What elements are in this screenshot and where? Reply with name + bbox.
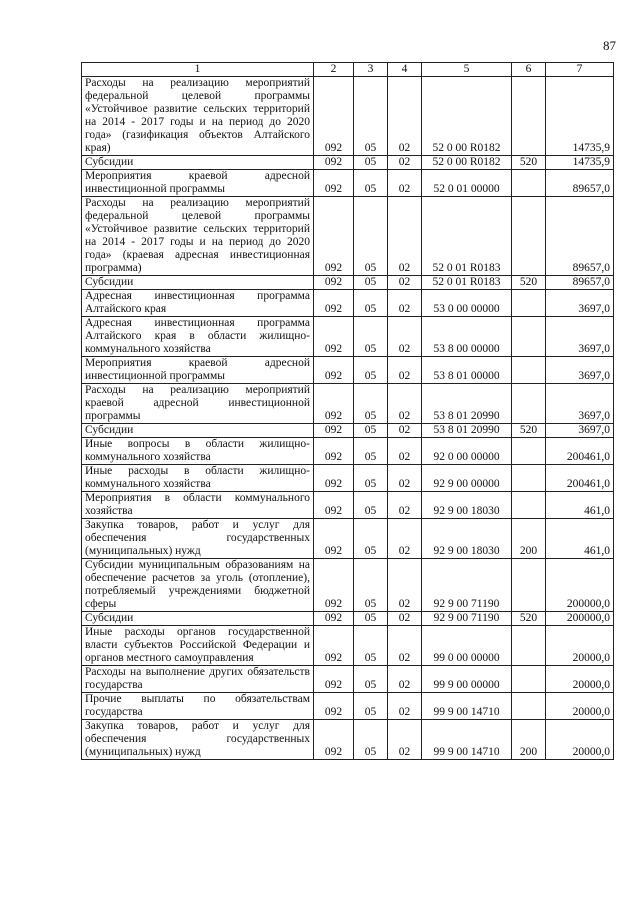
row-name: Иные вопросы в области жилищно-коммунального хозяйства [82,438,314,465]
cell-target-article: 92 9 00 00000 [422,465,512,492]
cell-section: 05 [354,197,388,276]
table-row [82,424,614,438]
cell-amount: 14735,9 [546,156,614,170]
cell-subsection: 02 [388,170,422,197]
cell-subsection: 02 [388,720,422,760]
cell-ministry-code: 092 [314,384,354,424]
cell-expense-type [512,626,546,666]
cell-amount: 89657,0 [546,276,614,290]
row-name: Мероприятия краевой адресной инвестиционной программы [82,170,314,197]
cell-target-article: 92 9 00 71190 [422,559,512,612]
cell-expense-type: 200 [512,720,546,760]
cell-subsection: 02 [388,465,422,492]
cell-amount: 461,0 [546,519,614,559]
table-row [82,720,614,760]
cell-amount: 200461,0 [546,465,614,492]
cell-expense-type [512,357,546,384]
row-name: Субсидии [82,156,314,170]
cell-section: 05 [354,317,388,357]
cell-subsection: 02 [388,559,422,612]
cell-ministry-code: 092 [314,317,354,357]
cell-target-article: 92 9 00 71190 [422,612,512,626]
cell-expense-type [512,290,546,317]
cell-target-article: 53 8 01 00000 [422,357,512,384]
cell-target-article: 52 0 00 R0182 [422,156,512,170]
cell-section: 05 [354,492,388,519]
cell-target-article: 92 0 00 00000 [422,438,512,465]
cell-expense-type [512,693,546,720]
row-name: Субсидии [82,612,314,626]
cell-subsection: 02 [388,666,422,693]
cell-expense-type [512,438,546,465]
column-header: 1 [82,63,314,77]
table-row [82,693,614,720]
cell-amount: 89657,0 [546,197,614,276]
cell-subsection: 02 [388,612,422,626]
cell-section: 05 [354,424,388,438]
row-name: Субсидии [82,424,314,438]
cell-amount: 200461,0 [546,438,614,465]
cell-amount: 20000,0 [546,720,614,760]
cell-section: 05 [354,276,388,290]
cell-section: 05 [354,666,388,693]
cell-section: 05 [354,519,388,559]
row-name: Адресная инвестиционная программа Алтайского края в области жилищно-коммунального хозяйства [82,317,314,357]
cell-target-article: 92 9 00 18030 [422,492,512,519]
cell-ministry-code: 092 [314,290,354,317]
cell-amount: 461,0 [546,492,614,519]
cell-section: 05 [354,559,388,612]
cell-section: 05 [354,384,388,424]
cell-ministry-code: 092 [314,693,354,720]
cell-target-article: 52 0 00 R0182 [422,77,512,156]
row-name: Расходы на реализацию мероприятий федеральной целевой программы «Устойчивое развитие сельских территорий на 2014 - 2017 годы и на период до 2020 года» (краевая адресная инвестиционная программа) [82,197,314,276]
cell-target-article: 53 8 01 20990 [422,384,512,424]
row-name: Мероприятия краевой адресной инвестиционной программы [82,357,314,384]
table-row [82,197,614,276]
cell-expense-type [512,559,546,612]
cell-ministry-code: 092 [314,720,354,760]
table-row [82,357,614,384]
table-row [82,492,614,519]
cell-expense-type: 520 [512,156,546,170]
cell-target-article: 53 8 01 20990 [422,424,512,438]
cell-expense-type [512,465,546,492]
cell-expense-type: 520 [512,424,546,438]
cell-expense-type: 520 [512,612,546,626]
cell-subsection: 02 [388,438,422,465]
row-name: Расходы на выполнение других обязательств государства [82,666,314,693]
cell-amount: 3697,0 [546,357,614,384]
cell-section: 05 [354,290,388,317]
row-name: Прочие выплаты по обязательствам государства [82,693,314,720]
cell-amount: 89657,0 [546,170,614,197]
table-row [82,612,614,626]
cell-subsection: 02 [388,626,422,666]
cell-subsection: 02 [388,197,422,276]
cell-amount: 3697,0 [546,384,614,424]
cell-amount: 3697,0 [546,424,614,438]
cell-amount: 200000,0 [546,559,614,612]
cell-expense-type: 200 [512,519,546,559]
cell-expense-type [512,384,546,424]
cell-ministry-code: 092 [314,519,354,559]
cell-ministry-code: 092 [314,626,354,666]
cell-expense-type [512,666,546,693]
table-row [82,77,614,156]
cell-subsection: 02 [388,317,422,357]
cell-subsection: 02 [388,424,422,438]
cell-section: 05 [354,438,388,465]
table-row [82,666,614,693]
row-name: Субсидии [82,276,314,290]
table-row [82,465,614,492]
row-name: Адресная инвестиционная программа Алтайского края [82,290,314,317]
cell-ministry-code: 092 [314,197,354,276]
cell-ministry-code: 092 [314,438,354,465]
cell-section: 05 [354,693,388,720]
cell-section: 05 [354,720,388,760]
cell-subsection: 02 [388,492,422,519]
table-row [82,559,614,612]
column-header: 7 [546,63,614,77]
cell-target-article: 92 9 00 18030 [422,519,512,559]
cell-target-article: 52 0 01 00000 [422,170,512,197]
cell-expense-type [512,170,546,197]
table-row [82,519,614,559]
cell-ministry-code: 092 [314,612,354,626]
cell-ministry-code: 092 [314,559,354,612]
page-number: 87 [603,38,616,53]
cell-expense-type [512,77,546,156]
table-header-row [82,63,614,77]
cell-amount: 3697,0 [546,317,614,357]
cell-section: 05 [354,465,388,492]
cell-section: 05 [354,170,388,197]
cell-amount: 20000,0 [546,626,614,666]
cell-amount: 20000,0 [546,666,614,693]
cell-expense-type [512,317,546,357]
cell-subsection: 02 [388,357,422,384]
cell-subsection: 02 [388,290,422,317]
cell-subsection: 02 [388,693,422,720]
table-row [82,156,614,170]
cell-section: 05 [354,626,388,666]
cell-target-article: 53 8 00 00000 [422,317,512,357]
row-name: Иные расходы в области жилищно-коммунального хозяйства [82,465,314,492]
row-name: Расходы на реализацию мероприятий краевой адресной инвестиционной программы [82,384,314,424]
cell-section: 05 [354,612,388,626]
table-row [82,384,614,424]
table-row [82,626,614,666]
cell-ministry-code: 092 [314,170,354,197]
cell-section: 05 [354,357,388,384]
table-row [82,290,614,317]
cell-amount: 14735,9 [546,77,614,156]
cell-ministry-code: 092 [314,357,354,384]
cell-ministry-code: 092 [314,156,354,170]
cell-subsection: 02 [388,276,422,290]
cell-section: 05 [354,156,388,170]
cell-ministry-code: 092 [314,666,354,693]
table-row [82,170,614,197]
cell-subsection: 02 [388,384,422,424]
cell-target-article: 99 9 00 14710 [422,693,512,720]
cell-subsection: 02 [388,77,422,156]
cell-amount: 3697,0 [546,290,614,317]
cell-subsection: 02 [388,519,422,559]
cell-ministry-code: 092 [314,492,354,519]
column-header: 6 [512,63,546,77]
cell-subsection: 02 [388,156,422,170]
cell-amount: 20000,0 [546,693,614,720]
row-name: Расходы на реализацию мероприятий федеральной целевой программы «Устойчивое развитие сельских территорий на 2014 - 2017 годы и на период до 2020 года» (газификация объектов Алтайского края) [82,77,314,156]
cell-expense-type: 520 [512,276,546,290]
cell-section: 05 [354,77,388,156]
cell-target-article: 99 9 00 00000 [422,666,512,693]
budget-table [81,62,614,760]
cell-expense-type [512,197,546,276]
row-name: Закупка товаров, работ и услуг для обеспечения государственных (муниципальных) нужд [82,519,314,559]
row-name: Закупка товаров, работ и услуг для обеспечения государственных (муниципальных) нужд [82,720,314,760]
row-name: Мероприятия в области коммунального хозяйства [82,492,314,519]
cell-target-article: 99 9 00 14710 [422,720,512,760]
cell-target-article: 52 0 01 R0183 [422,197,512,276]
table-row [82,276,614,290]
row-name: Субсидии муниципальным образованиям на обеспечение расчетов за уголь (отопление), потребляемый учреждениями бюджетной сферы [82,559,314,612]
cell-amount: 200000,0 [546,612,614,626]
column-header: 3 [354,63,388,77]
column-header: 4 [388,63,422,77]
cell-ministry-code: 092 [314,465,354,492]
cell-ministry-code: 092 [314,276,354,290]
column-header: 5 [422,63,512,77]
row-name: Иные расходы органов государственной власти субъектов Российской Федерации и органов местного самоуправления [82,626,314,666]
table-row [82,438,614,465]
cell-target-article: 53 0 00 00000 [422,290,512,317]
cell-target-article: 99 0 00 00000 [422,626,512,666]
cell-ministry-code: 092 [314,424,354,438]
table-row [82,317,614,357]
cell-expense-type [512,492,546,519]
cell-target-article: 52 0 01 R0183 [422,276,512,290]
column-header: 2 [314,63,354,77]
cell-ministry-code: 092 [314,77,354,156]
